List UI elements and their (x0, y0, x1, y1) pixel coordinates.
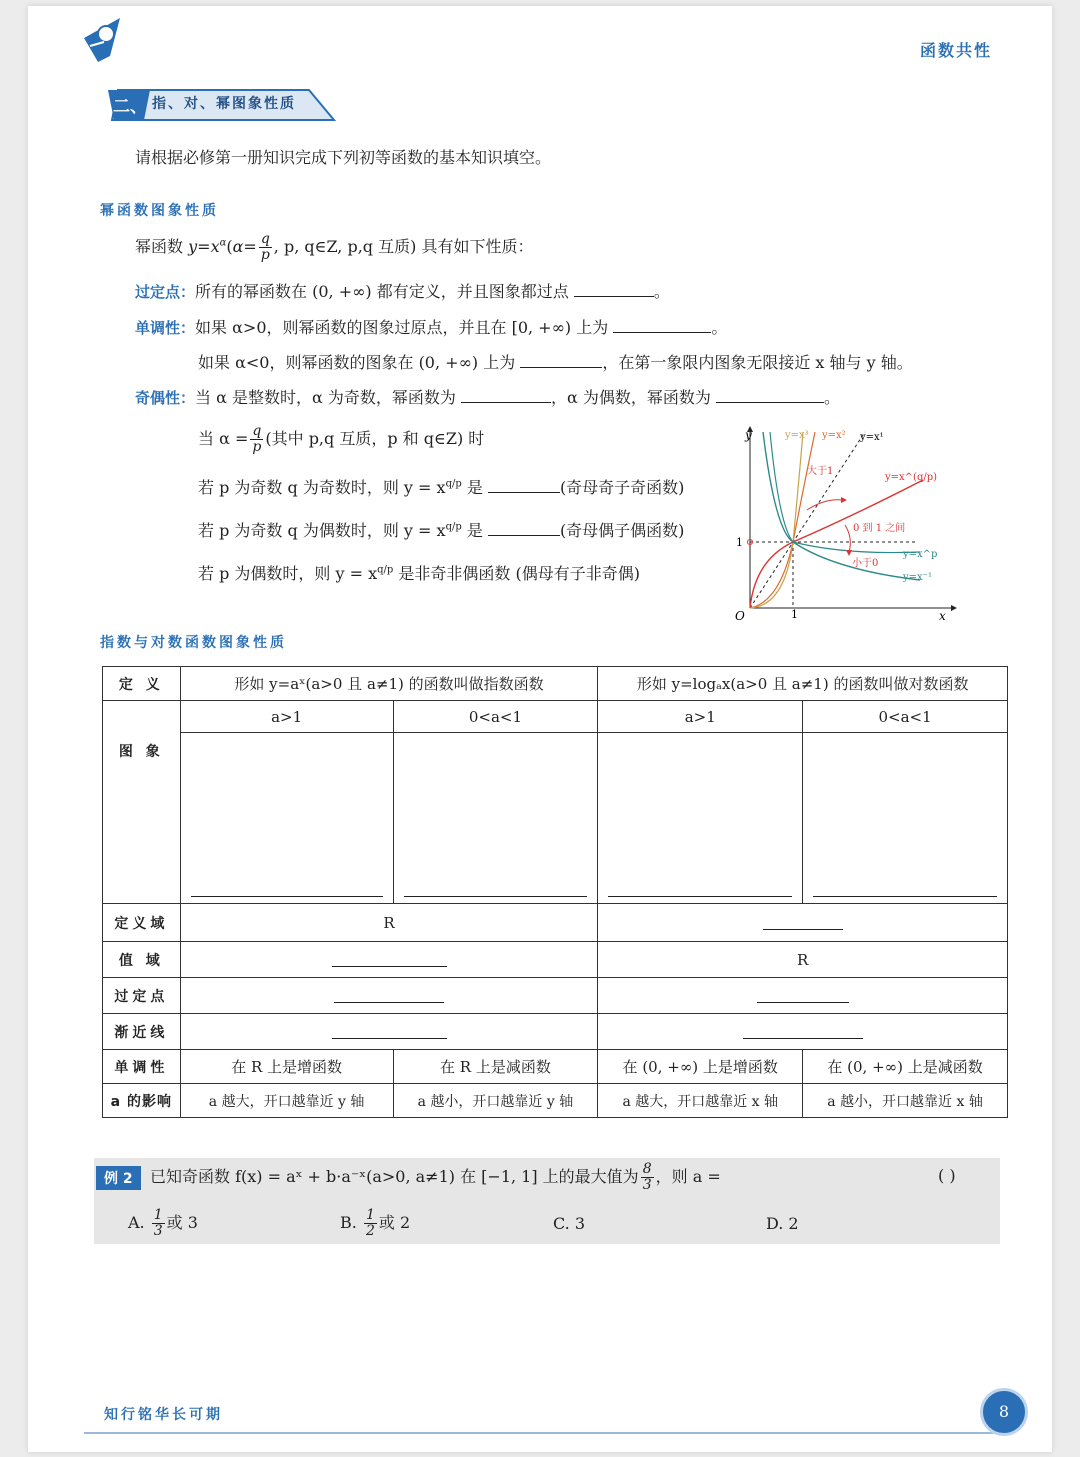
row-label-domain: 定义域 (103, 904, 181, 942)
table-row (103, 978, 1008, 1014)
page-number: 8 (980, 1388, 1028, 1436)
graph-origin-label: O (735, 609, 745, 623)
option-b[interactable]: B. $\frac{1}{2}$ 或 2 (340, 1207, 411, 1239)
case2-b: 是 (466, 521, 483, 540)
table-row (103, 701, 1008, 733)
table-row (103, 733, 1008, 904)
graph-label-x1: y=x¹ (860, 432, 884, 443)
monotonic-blank-2[interactable] (520, 353, 602, 368)
fixed-point-blank[interactable] (574, 282, 654, 297)
fixed-point-line: 过定点：所有的幂函数在 (0, +∞) 都有定义，并且图象都过点 。 (135, 282, 670, 301)
section-title: 指、对、幂图象性质 (152, 96, 296, 112)
footer-slogan: 知行铭华长可期 (104, 1407, 223, 1423)
power-subhead: 幂函数图象性质 (100, 203, 219, 219)
explog-table (102, 666, 1008, 1118)
power-definition: 幂函数 $y=x^\alpha(\alpha=$ $\frac{q}{p}$ , p, q∈Z, p,q 互质) 具有如下性质： (135, 231, 534, 263)
monotonic-line-2 (198, 350, 913, 373)
parity-blank-odd[interactable] (461, 388, 551, 403)
mono-exp-gt1: 在 R 上是增函数 (180, 1050, 393, 1084)
monotonic-text-2b: ，在第一象限内图象无限接近 x 轴与 y 轴。 (602, 353, 913, 372)
monotonic-label: 单调性： (135, 319, 196, 337)
intro-text: 请根据必修第一册知识完成下列初等函数的基本知识填空。 (135, 148, 552, 167)
graph-cell-log-gt1[interactable] (598, 733, 803, 904)
case-intro-a: 当 α = (198, 429, 249, 448)
row-label-effect: a 的影响 (103, 1084, 181, 1118)
graph-baseline (404, 896, 588, 897)
mono-log-gt1: 在 (0, +∞) 上是增函数 (598, 1050, 803, 1084)
publisher-logo-icon (80, 16, 126, 64)
effect-exp-gt1: a 越大，开口越靠近 y 轴 (180, 1084, 393, 1118)
row-label-fixed: 过定点 (103, 978, 181, 1014)
log-definition: 形如 y=logₐx(a>0 且 a≠1) 的函数叫做对数函数 (598, 667, 1008, 701)
graph-label-xm1: y=x⁻¹ (903, 572, 932, 583)
asym-exp-cell (180, 1014, 598, 1050)
parity-text-a: 当 α 是整数时，α 为奇数，幂函数为 (195, 388, 456, 407)
fixed-exp-blank[interactable] (334, 984, 444, 1003)
monotonic-blank-1[interactable] (613, 318, 711, 333)
option-d[interactable]: D. 2 (766, 1214, 799, 1233)
case3-a: 若 p 为偶数时，则 y = x (198, 564, 378, 583)
graph-cell-log-lt1[interactable] (803, 733, 1008, 904)
graph-one-y: 1 (736, 536, 743, 549)
example-stem-a: 已知奇函数 f(x) = aˣ + b·a⁻ˣ(a>0, a≠1) 在 [−1, 1] 上的最大值为 (150, 1167, 639, 1186)
asym-log-blank[interactable] (743, 1020, 863, 1039)
graph-baseline (813, 896, 997, 897)
cond-log-a-lt1: 0<a<1 (803, 701, 1008, 733)
option-c[interactable]: C. 3 (553, 1214, 586, 1233)
power-function-graph (715, 420, 960, 625)
domain-log-cell (598, 904, 1008, 942)
explog-subhead: 指数与对数函数图象性质 (100, 635, 287, 651)
asym-exp-blank[interactable] (332, 1020, 447, 1039)
graph-label-xp: y=x^p (903, 549, 938, 560)
fixed-exp-cell (180, 978, 598, 1014)
fixed-point-label: 过定点： (135, 283, 196, 301)
option-a[interactable]: A. $\frac{1}{3}$ 或 3 (128, 1207, 198, 1239)
graph-baseline (191, 896, 383, 897)
mono-log-lt1: 在 (0, +∞) 上是减函数 (803, 1050, 1008, 1084)
domain-exp: R (180, 904, 598, 942)
graph-label-between: 0 到 1 之间 (853, 523, 906, 534)
graph-x-label: x (939, 609, 946, 623)
range-exp-cell (180, 942, 598, 978)
effect-log-lt1: a 越小，开口越靠近 x 轴 (803, 1084, 1008, 1118)
case2-a: 若 p 为奇数 q 为偶数时，则 y = x (198, 521, 446, 540)
graph-baseline (608, 896, 792, 897)
footer-divider (84, 1432, 1004, 1434)
fixed-log-cell (598, 978, 1008, 1014)
exp-definition: 形如 y=aˣ(a>0 且 a≠1) 的函数叫做指数函数 (180, 667, 598, 701)
example-stem: 已知奇函数 f(x) = aˣ + b·a⁻ˣ(a>0, a≠1) 在 [−1, 1] 上的最大值为 $\frac{8}{3}$ ，则 a = (150, 1161, 721, 1193)
effect-exp-lt1: a 越小，开口越靠近 y 轴 (393, 1084, 598, 1118)
cond-exp-a-lt1: 0<a<1 (393, 701, 598, 733)
mono-exp-lt1: 在 R 上是减函数 (393, 1050, 598, 1084)
option-a-label: A. (128, 1213, 145, 1232)
graph-label-x3: y=x³ (785, 430, 809, 441)
effect-log-gt1: a 越大，开口越靠近 x 轴 (598, 1084, 803, 1118)
parity-blank-even[interactable] (716, 388, 824, 403)
case2-c: (奇母偶子偶函数) (559, 521, 685, 540)
fixed-point-text: 所有的幂函数在 (0, +∞) 都有定义，并且图象都过点 (195, 282, 569, 301)
case1-blank[interactable] (488, 478, 560, 493)
range-exp-blank[interactable] (332, 948, 447, 967)
table-row (103, 1050, 1008, 1084)
table-row (103, 942, 1008, 978)
parity-line: 奇偶性：当 α 是整数时，α 为奇数，幂函数为 ，α 为偶数，幂函数为 。 (135, 388, 840, 407)
domain-log-blank[interactable] (763, 911, 843, 930)
graph-cell-exp-lt1[interactable] (393, 733, 598, 904)
option-b-label: B. (340, 1213, 357, 1232)
case1-a: 若 p 为奇数 q 为奇数时，则 y = x (198, 478, 446, 497)
graph-label-greater1: 大于1 (807, 466, 834, 477)
table-row (103, 904, 1008, 942)
def-suffix: , p, q∈Z, p,q 互质) 具有如下性质： (273, 237, 534, 256)
section-number: 二、 (113, 97, 147, 117)
monotonic-text-2a: 如果 α<0，则幂函数的图象在 (0, +∞) 上为 (198, 353, 516, 372)
case1-c: (奇母奇子奇函数) (559, 478, 685, 497)
running-title: 函数共性 (919, 41, 992, 60)
table-row (103, 1014, 1008, 1050)
table-row (103, 1084, 1008, 1118)
graph-y-label: y (745, 428, 752, 442)
fixed-log-blank[interactable] (757, 984, 849, 1003)
case-2: 若 p 为奇数 q 为偶数时，则 $y = x^{q/p}$ 是 (奇母偶子偶函数) (198, 521, 685, 540)
case-3: 若 p 为偶数时，则 $y = x^{q/p}$ 是非奇非偶函数 (偶母有子非奇偶) (198, 564, 640, 583)
case-intro-b: (其中 p,q 互质，p 和 q∈Z) 时 (265, 429, 485, 448)
def-prefix: 幂函数 (135, 237, 184, 256)
example-badge: 例 2 (96, 1166, 141, 1190)
cond-exp-a-gt1: a>1 (180, 701, 393, 733)
row-label-monotonic: 单调性 (103, 1050, 181, 1084)
cond-log-a-gt1: a>1 (598, 701, 803, 733)
case3-b: 是非奇非偶函数 (偶母有子非奇偶) (398, 564, 640, 583)
option-b-tail: 或 2 (378, 1213, 411, 1232)
monotonic-text-1: 如果 α>0，则幂函数的图象过原点，并且在 [0, +∞) 上为 (195, 318, 609, 337)
option-a-tail: 或 3 (166, 1213, 198, 1232)
answer-bracket[interactable]: ( ) (938, 1166, 956, 1185)
graph-cell-exp-gt1[interactable] (180, 733, 393, 904)
case-1: 若 p 为奇数 q 为奇数时，则 $y = x^{q/p}$ 是 (奇母奇子奇函数) (198, 478, 685, 497)
graph-label-xqp: y=x^(q/p) (885, 472, 938, 483)
graph-label-less0: 小于0 (852, 558, 879, 569)
monotonic-line-1: 单调性：如果 α>0，则幂函数的图象过原点，并且在 [0, +∞) 上为 。 (135, 318, 728, 337)
asym-log-cell (598, 1014, 1008, 1050)
graph-label-x2: y=x² (822, 430, 846, 441)
case-intro: 当 α = $\frac{q}{p}$ (其中 p,q 互质，p 和 q∈Z) 时 (198, 423, 485, 455)
row-label-def: 定 义 (103, 667, 181, 701)
table-row (103, 667, 1008, 701)
case2-blank[interactable] (488, 521, 560, 536)
range-log: R (598, 942, 1008, 978)
row-label-range: 值 域 (103, 942, 181, 978)
example-stem-b: ，则 a = (655, 1167, 721, 1186)
parity-text-b: ，α 为偶数，幂函数为 (550, 388, 711, 407)
row-label-graph: 图 象 (103, 701, 181, 904)
graph-one-x: 1 (791, 608, 798, 621)
case1-b: 是 (466, 478, 483, 497)
row-label-asymptote: 渐近线 (103, 1014, 181, 1050)
parity-label: 奇偶性： (135, 389, 196, 407)
